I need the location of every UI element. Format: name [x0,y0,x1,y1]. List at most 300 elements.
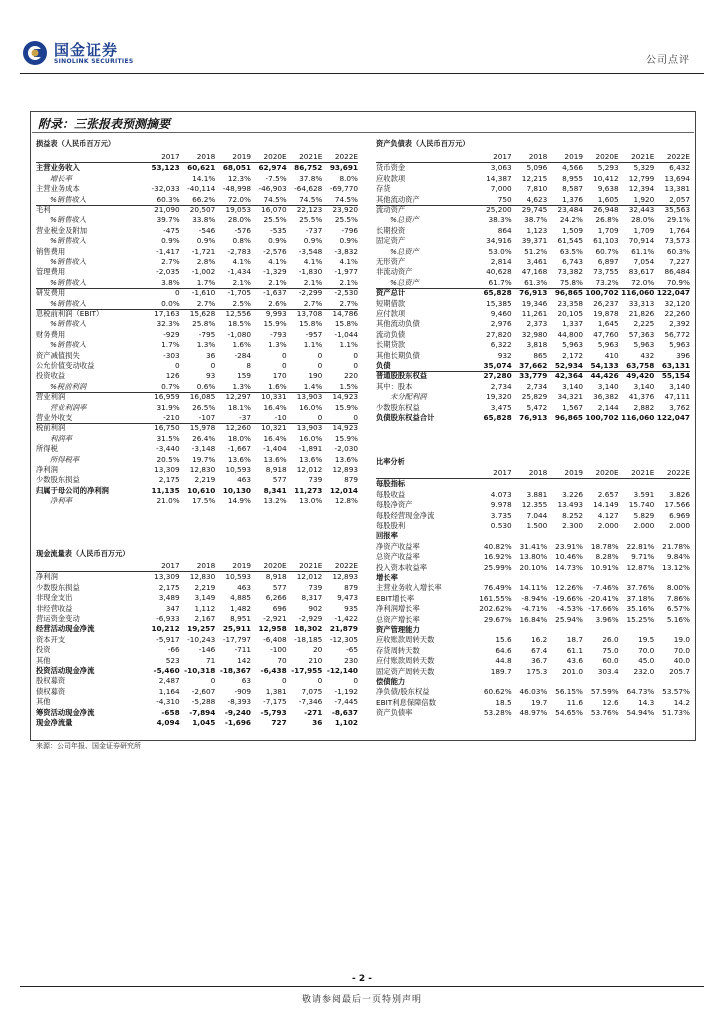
cell-value: 61.7% [488,277,512,287]
cell-value: -69,770 [329,184,358,194]
cell-value: 463 [237,475,251,485]
cell-value: 9.71% [631,552,655,562]
cell-value: 10.46% [555,552,583,562]
row-label: 存货周转天数 [376,645,420,655]
cell-value: 14.3 [638,697,655,707]
cell-value: 1,709 [633,225,655,235]
cell-value: 7,075 [301,686,323,696]
table-row [36,267,358,277]
cell-value: 0 [282,361,287,370]
cell-value: 11.6 [566,697,583,707]
cell-value: 0.9% [339,236,358,246]
cell-value: 15,628 [189,309,216,318]
cell-value: 96,865 [554,288,583,298]
row-label: 负债股东权益合计 [376,413,435,422]
cell-value: 1,337 [562,319,583,329]
cell-value: 17.5% [192,496,216,506]
cell-value: -66 [167,645,180,655]
cell-value: 100,702 [585,413,619,422]
row-label: 财务费用 [36,329,66,339]
cell-value: 12,893 [332,572,358,582]
table-row [36,257,358,267]
cell-value: 31.9% [156,402,180,412]
cell-value: -793 [270,329,287,339]
cell-value: 41,376 [628,392,655,402]
column-header: 2017 [493,152,512,161]
row-label: 现金净流量 [36,718,73,727]
cell-value: 2.1% [268,277,287,287]
cell-value: 2,392 [669,319,690,329]
cell-value: 63,131 [661,361,690,370]
cell-value: 26,948 [593,205,619,214]
row-label: 股权募资 [36,676,66,686]
cell-value: 70.0 [673,645,690,655]
row-label: 应付账款周转天数 [376,656,435,666]
cell-value: 5,963 [597,340,619,350]
cell-value: 18.7 [566,635,583,645]
table-header-row [376,468,690,478]
table-row [36,697,358,707]
cell-value: 189.7 [490,666,512,676]
cell-value: 6.969 [669,510,690,520]
cell-value: 122,047 [656,413,690,422]
table-row [36,604,358,614]
table-row [376,656,690,666]
row-label: 短期借款 [376,298,406,308]
row-label: %销售收入 [50,236,87,246]
cell-value: 25.5% [334,215,358,225]
cell-value: 70.0 [638,645,655,655]
cell-value: 12,215 [521,173,548,183]
cell-value: -7,445 [334,697,358,707]
cell-value: 8,951 [230,614,251,623]
cell-value: 15,385 [486,298,512,308]
cell-value: 2.7% [303,298,323,308]
cell-value: -32,033 [151,184,180,194]
cell-value: 13.493 [557,500,583,510]
cell-value: -1,891 [298,444,323,454]
cell-value: 410 [604,350,619,360]
row-label: 总资产收益率 [376,552,420,562]
cell-value: 739 [308,475,323,485]
cell-value: 57.59% [590,687,619,697]
cell-value: 46.03% [519,687,548,697]
cell-value: 53.57% [662,687,690,697]
table-row [36,475,358,485]
cell-value: -1,422 [334,614,358,623]
cell-value: 750 [497,194,512,204]
cell-value: 21.78% [662,541,690,551]
cell-value: 13,903 [296,392,323,402]
cell-value: 40.82% [483,541,512,551]
cell-value: 2,175 [158,582,180,592]
row-label: 长期投资 [376,225,406,235]
cell-value: 19.7 [531,697,548,707]
cell-value: 10,321 [261,423,287,433]
cell-value: -17.66% [588,604,619,614]
cell-value: 18.78% [590,541,619,551]
cell-value: 93,691 [329,163,358,173]
cell-value: 32,120 [664,298,690,308]
cell-value: 2,057 [669,194,690,204]
cell-value: 2.1% [339,277,358,287]
cell-value: 14.1% [192,173,216,183]
row-label: 所得税 [36,444,58,454]
column-header: 2018 [528,468,548,477]
cell-value: 61.1 [566,645,583,655]
table-row [36,444,358,454]
cell-value: 6,322 [490,340,512,350]
cell-value: 0 [175,288,180,298]
cell-value: 2,734 [490,381,512,391]
cell-value: 21.0% [156,496,180,506]
cell-value: 3.96% [595,614,619,624]
cell-value: 2.5% [232,298,251,308]
cell-value: 29.67% [483,614,512,624]
cell-value: 21,826 [628,309,655,318]
table-row [376,371,690,381]
table-row [36,299,358,309]
cell-value: 15.8% [334,319,358,329]
column-header: 2022E [334,561,358,570]
row-label: 其他长期负债 [376,350,420,360]
cell-value: 60.7% [595,246,619,256]
column-header: 2018 [528,152,548,161]
cell-value: 19.0 [673,635,690,645]
cell-value: 13.0% [299,496,323,506]
cell-value: -107 [198,413,216,422]
cell-value: 10,593 [225,465,251,474]
column-header: 2021E [299,152,323,161]
row-label: 经营活动现金净流 [36,624,95,634]
cell-value: -40,114 [187,184,216,194]
cell-value: 20.5% [156,454,180,464]
cell-value: 2,814 [490,257,512,266]
cell-value: 16,085 [189,392,216,402]
cell-value: 15.9% [263,319,287,329]
table-row [376,299,690,309]
table-row [36,174,358,184]
row-label: 营运资金变动 [36,614,80,623]
cell-value: 73,382 [557,267,583,277]
cell-value: -1,329 [263,267,287,277]
row-label: 其他 [36,655,51,665]
cell-value: 17,163 [154,309,180,318]
cell-value: 8,587 [562,184,583,194]
row-label: 每股经营现金净流 [376,510,435,520]
cell-value: 70.9% [666,277,690,287]
cell-value: 902 [308,603,323,613]
cell-value: 1,102 [334,718,358,727]
table-row [36,319,358,329]
page-number: - 2 - [352,974,372,984]
cell-value: 14,387 [486,173,512,183]
table-row [376,698,690,708]
cell-value: 1.5% [339,381,358,391]
cell-value: -909 [234,686,251,696]
table-header-row [36,561,358,571]
report-type-label: 公司点评 [646,55,690,66]
cell-value: 5,963 [633,340,655,350]
cell-value: 1,123 [526,225,548,235]
cell-value: -65 [346,645,358,655]
cell-value: 47,168 [521,267,548,277]
cell-value: 65,828 [483,413,512,422]
column-header: 2017 [161,152,180,161]
column-header: 2020E [263,561,287,570]
table-header-row [36,152,358,162]
cell-value: 47,111 [664,392,690,402]
cell-value: 0 [282,676,287,686]
cell-value: 159 [237,371,251,381]
cell-value: 53.0% [488,246,512,256]
row-label: 应付款项 [376,309,406,318]
cell-value: 1,509 [562,225,583,235]
row-label: 归属于母公司的净利润 [36,485,109,495]
cell-value: 76.49% [483,583,512,593]
cell-value: 2,225 [633,319,655,329]
cell-value: -6,408 [263,634,287,644]
cell-value: 1,376 [562,194,583,204]
row-label: 主营业务成本 [36,184,80,194]
cell-value: 18,302 [294,624,323,634]
cell-value: -303 [163,350,180,360]
cell-value: 15.9% [334,402,358,412]
cell-value: 19,257 [187,624,216,634]
cell-value: 54,133 [590,361,619,370]
cell-value: 37.76% [626,583,655,593]
row-label: 管理费用 [36,267,66,277]
cell-value: 37.18% [626,593,655,603]
cell-value: 60,621 [187,163,216,173]
cell-value: 0.9% [161,236,180,246]
cell-value: 2,487 [158,676,180,686]
table-row [376,215,690,225]
cell-value: 13.6% [299,454,323,464]
cell-value: 39.7% [156,215,180,225]
cell-value: 25.5% [299,215,323,225]
cell-value: 8.28% [595,552,619,562]
table-row [36,614,358,624]
row-label: 营业外收支 [36,413,73,422]
cell-value: 1,709 [597,225,619,235]
cell-value: 4.1% [268,257,287,266]
cell-value: 175.3 [526,666,548,676]
cell-value: 6,432 [669,163,690,173]
cell-value: -3,548 [298,246,323,256]
cell-value: -7.5% [265,173,287,183]
column-header: 2019 [564,152,583,161]
cell-value: 8,341 [263,485,287,495]
row-label: 主营业务收入增长率 [376,583,442,593]
cell-value: 60.3% [156,194,180,204]
cell-value: 71 [206,655,216,665]
cell-value: 67.4 [531,645,548,655]
cell-value: -7,894 [189,707,216,717]
column-header: 2022E [666,468,690,477]
cell-value: 0 [353,413,358,422]
row-label: 流动负债 [376,329,406,339]
cell-value: -8,393 [227,697,251,707]
cell-value: 15,978 [189,423,216,433]
cell-value: 3,461 [526,257,548,266]
cell-value: 16,750 [154,423,180,433]
cell-value: 27,280 [483,371,512,381]
cell-value: 0 [317,350,323,360]
cell-value: 3,762 [669,402,690,412]
table-row [376,403,690,413]
cell-value: 932 [497,350,512,360]
cell-value: 22,260 [664,309,690,318]
sinolink-logo-icon [22,40,48,66]
cell-value: 0.8% [232,236,251,246]
cell-value: 20,105 [557,309,583,318]
cell-value: -1,667 [227,444,251,454]
cell-value: 210 [308,655,323,665]
column-header: 2020E [595,468,619,477]
cell-value: 201.0 [562,666,583,676]
cell-value: 879 [344,582,358,592]
row-label: 非经营收益 [36,603,73,613]
cell-value: 39,371 [521,236,548,246]
header-divider [20,73,704,74]
row-label: 营业利润 [36,392,66,402]
cell-value: 96,865 [554,413,583,422]
cell-value: 16,070 [261,205,287,214]
cell-value: 100,702 [585,288,619,298]
cell-value: 2,882 [633,402,655,412]
row-label: %总资产 [390,215,419,225]
cell-value: -5,917 [156,634,180,644]
row-label: 资产减值损失 [36,350,80,360]
cell-value: 33.8% [192,215,216,225]
column-header: 2021E [631,468,655,477]
cell-value: 8,918 [265,572,287,582]
cell-value: 16,959 [154,392,180,402]
cell-value: 15.740 [628,500,655,510]
column-header: 2021E [299,561,323,570]
cell-value: 8.00% [666,583,690,593]
cell-value: 1,645 [597,319,619,329]
cell-value: 7.86% [666,593,690,603]
cell-value: 43.6 [566,656,583,666]
table-row [36,340,358,350]
cell-value: 23,484 [557,205,583,214]
table-row [376,361,690,371]
row-label: 非流动资产 [376,267,413,277]
cell-value: 12,799 [628,173,655,183]
cell-value: 19,053 [225,205,251,214]
cell-value: 202.62% [479,604,512,614]
cell-value: 56,772 [664,329,690,339]
cell-value: -10,318 [184,666,216,675]
cell-value: -2,929 [298,614,323,623]
row-label: EBIT利息保障倍数 [376,697,437,707]
cell-value: -17,797 [222,634,251,644]
column-header: 2019 [232,152,251,161]
cell-value: 142 [237,655,251,665]
cell-value: 12,260 [225,423,251,433]
cell-value: 9.84% [666,552,690,562]
cell-value: 3,140 [633,381,655,391]
table-row [376,604,690,614]
cell-value: -12,140 [326,666,358,675]
cell-value: 51.2% [524,246,548,256]
cell-value: -1,417 [156,246,180,256]
row-label: %销售收入 [50,277,87,287]
cell-value: 2.300 [562,521,583,530]
cell-value: 55,154 [661,371,690,381]
cell-value: -1,404 [263,444,287,454]
row-label: 研发费用 [36,288,66,298]
table-row [376,511,690,521]
cell-value: 48.97% [519,708,548,718]
cell-value: 25,911 [222,624,251,634]
cell-value: 34,321 [557,392,583,402]
cell-value: 2,219 [194,582,216,592]
cell-value: -48,998 [222,184,251,194]
cell-value: -1,830 [298,267,323,277]
row-label: 少数股东权益 [376,402,420,412]
cell-value: 20.10% [519,562,548,572]
cell-value: 13.6% [263,454,287,464]
table-row [376,490,690,500]
cell-value: 463 [237,582,251,592]
logo-english-name: SINOLINK SECURITIES [54,58,134,65]
cell-value: 230 [344,655,358,665]
cell-value: 122,047 [656,288,690,298]
column-header: 2020E [263,152,287,161]
cell-value: 26,237 [593,298,619,308]
cell-value: 28.0% [631,215,655,225]
cell-value: -1,721 [191,246,216,256]
cell-value: 6,266 [265,593,287,603]
table-row [376,226,690,236]
row-label: %销售收入 [50,340,87,350]
row-label: 每股股利 [376,521,406,530]
table-row [36,718,358,728]
table-row [376,521,690,531]
table-row [36,496,358,506]
row-label: 筹资活动现金净流 [36,707,95,717]
cell-value: 0 [282,350,287,360]
cell-value: 1,920 [633,194,655,204]
cell-value: 0 [317,676,323,686]
cell-value: 10.91% [590,562,619,572]
cell-value: 25,200 [486,205,512,214]
table-row [376,677,690,687]
cell-value: 14.73% [555,562,583,572]
cell-value: 65,828 [483,288,512,298]
table-row [376,687,690,697]
table-row [36,572,358,582]
row-label: 公允价值变动收益 [36,361,95,370]
cell-value: -1,696 [224,718,251,727]
cell-value: 1,605 [597,194,619,204]
cell-value: 347 [165,603,180,613]
table-row [376,205,690,215]
cell-value: 21,090 [154,205,180,214]
cell-value: -18,185 [294,634,323,644]
cell-value: 7.044 [526,510,548,520]
cell-value: 10,331 [261,392,287,402]
cell-value: 19,878 [593,309,619,318]
cell-value: 170 [272,371,287,381]
table-row [376,594,690,604]
logo-chinese-name: 国金证券 [54,41,119,59]
cell-value: 4.127 [597,510,619,520]
income-table-title: 损益表（人民币百万元） [36,139,116,148]
